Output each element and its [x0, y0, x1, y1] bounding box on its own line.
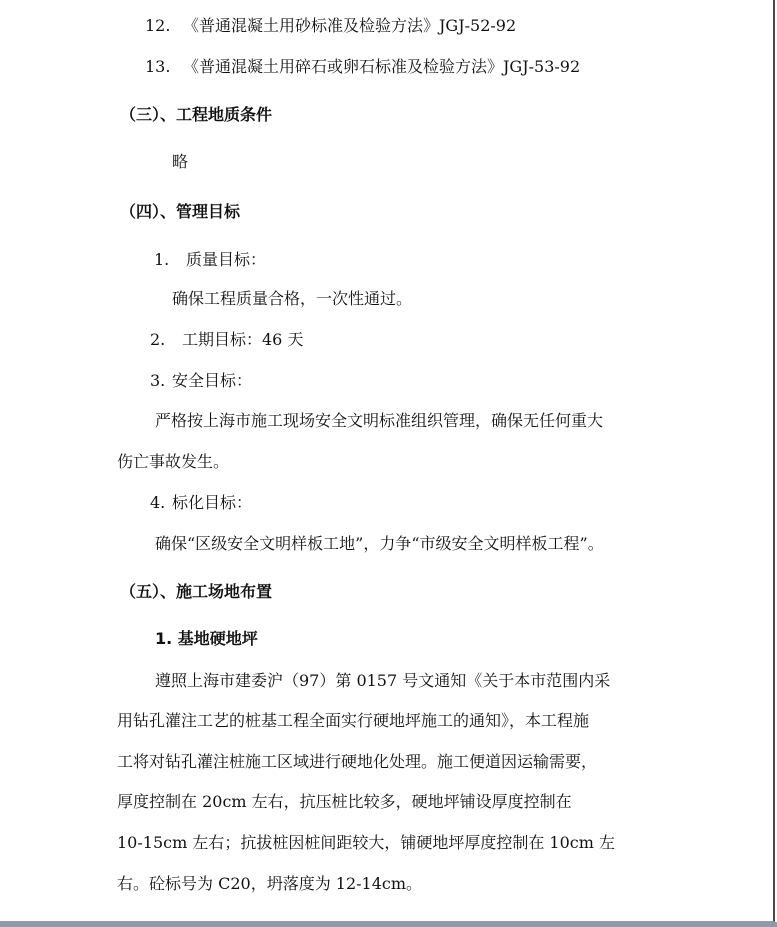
paragraph-line: 工将对钻孔灌注桩施工区域进行硬地化处理。施工便道因运输需要， [117, 752, 598, 771]
goal-safety-label [150, 371, 252, 391]
goal-standardization-label [150, 493, 252, 513]
goal-number: 3. [150, 371, 166, 390]
subsection-heading-hard-ground: 1. 基地硬地坪 [155, 629, 258, 648]
goal-label: 工期目标：46 天 [182, 330, 304, 349]
goal-quality-body: 确保工程质量合格，一次性通过。 [172, 289, 413, 308]
goal-number: 4. [150, 493, 166, 512]
reference-number: 12. [145, 16, 171, 35]
reference-number: 13. [145, 57, 171, 76]
window-bottom-border [0, 922, 777, 927]
section-heading-management-goals: （四）、管理目标 [120, 202, 241, 221]
goal-schedule-label [150, 330, 303, 350]
reference-text: 《普通混凝土用砂标准及检验方法》JGJ-52-92 [183, 16, 517, 35]
goal-label: 质量目标： [186, 250, 267, 269]
paragraph-line: 10-15cm 左右；抗拔桩因桩间距较大，铺硬地坪厚度控制在 10cm 左 [117, 833, 616, 852]
paragraph-line: 用钻孔灌注工艺的桩基工程全面实行硬地坪施工的通知》，本工程施 [117, 711, 590, 730]
goal-label: 安全目标： [172, 371, 253, 390]
reference-item-12 [145, 16, 516, 36]
section-heading-geology: （三）、工程地质条件 [120, 105, 273, 124]
paragraph-line: 遵照上海市建委沪（97）第 0157 号文通知《关于本市范围内采 [155, 671, 611, 690]
paragraph-line: 厚度控制在 20cm 左右，抗压桩比较多，硬地坪铺设厚度控制在 [117, 792, 572, 811]
section-heading-site-layout: （五）、施工场地布置 [120, 582, 273, 601]
goal-number: 1. [154, 250, 170, 269]
goal-number: 2. [150, 330, 166, 349]
reference-item-13 [145, 57, 580, 77]
reference-text: 《普通混凝土用碎石或卵石标准及检验方法》JGJ-53-92 [183, 57, 581, 76]
goal-standardization-body: 确保“区级安全文明样板工地”，力争“市级安全文明样板工程”。 [155, 534, 604, 553]
goal-label: 标化目标： [172, 493, 253, 512]
paragraph-line: 右。砼标号为 C20，坍落度为 12-14cm。 [117, 874, 423, 893]
geology-body: 略 [172, 152, 189, 171]
goal-quality-label [154, 250, 266, 270]
goal-safety-body-line2: 伤亡事故发生。 [117, 452, 230, 471]
goal-safety-body-line1: 严格按上海市施工现场安全文明标准组织管理，确保无任何重大 [155, 411, 604, 430]
